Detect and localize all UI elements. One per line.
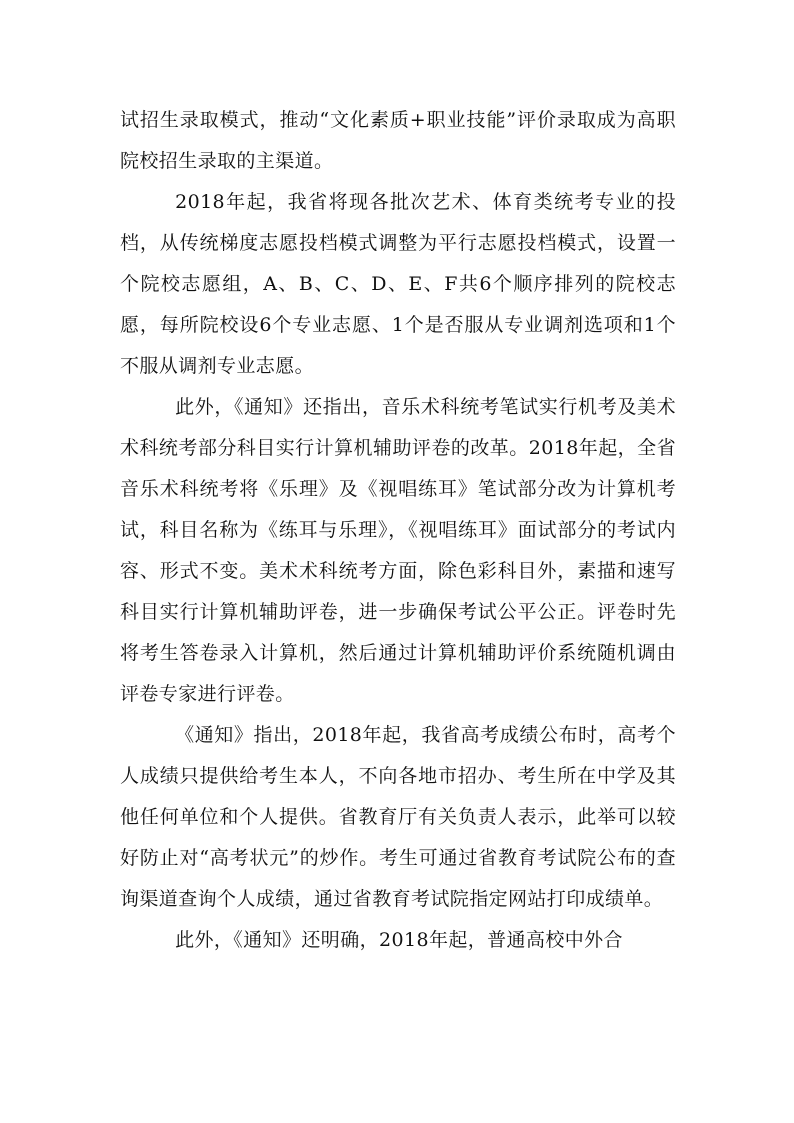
paragraph: 《通知》指出，2018年起，我省高考成绩公布时，高考个人成绩只提供给考生本人，不向各地市招办、考生所在中学及其他任何单位和个人提供。省教育厅有关负责人表示，此举可以较好防止对“高考状元”的炒作。考生可通过省教育考试院公布的查询渠道查询个人成绩，通过省教育考试院指定网站打印成绩单。: [120, 724, 676, 910]
paragraph: 试招生录取模式，推动“文化素质+职业技能”评价录取成为高职院校招生录取的主渠道。: [120, 109, 676, 172]
paragraph: 此外，《通知》还指出，音乐术科统考笔试实行机考及美术术科统考部分科目实行计算机辅助评卷的改革。2018年起，全省音乐术科统考将《乐理》及《视唱练耳》笔试部分改为计算机考试，科目名称为《练耳与乐理》，《视唱练耳》面试部分的考试内容、形式不变。美术术科统考方面，除色彩科目外，素描和速写科目实行计算机辅助评卷，进一步确保考试公平公正。评卷时先将考生答卷录入计算机，然后通过计算机辅助评价系统随机调由评卷专家进行评卷。: [120, 396, 676, 705]
paragraph: 2018年起，我省将现各批次艺术、体育类统考专业的投档，从传统梯度志愿投档模式调整为平行志愿投档模式，设置一个院校志愿组，A、B、C、D、E、F共6个顺序排列的院校志愿，每所院校设6个专业志愿、1个是否服从专业调剂选项和1个不服从调剂专业志愿。: [120, 191, 676, 377]
paragraph: 此外，《通知》还明确，2018年起，普通高校中外合: [175, 929, 623, 951]
document-body: [120, 100, 676, 961]
